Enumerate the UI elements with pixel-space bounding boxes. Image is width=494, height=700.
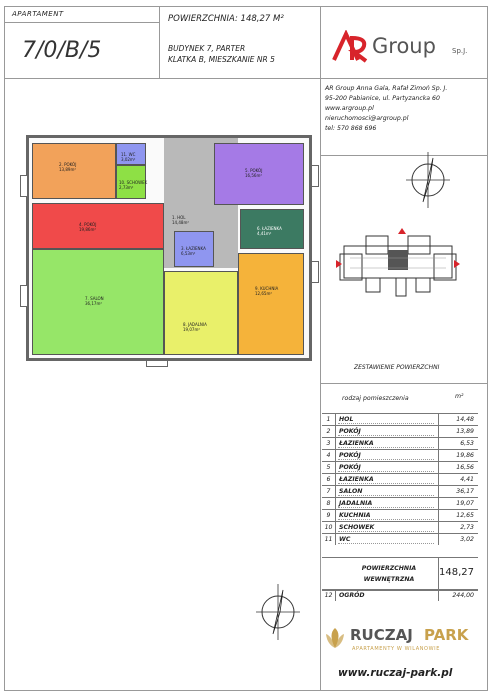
row-area: 13,89 (456, 428, 474, 435)
divider (4, 22, 159, 23)
table-row (322, 497, 478, 509)
row-number: 4 (326, 452, 331, 459)
window-marker (146, 361, 168, 367)
row-dotted-line (338, 471, 434, 472)
contact-address: 95-200 Pabianice, ul. Partyzancka 60 (325, 95, 440, 102)
divider (438, 498, 439, 509)
room-pokoj-2 (32, 143, 116, 199)
row-area: 19,07 (456, 500, 474, 507)
divider (4, 78, 488, 79)
row-number: 1 (326, 416, 331, 423)
total-label (344, 563, 434, 585)
brand-tagline: APARTAMENTY W WILANOWIE (352, 646, 440, 652)
room-label: 3. ŁAZIENKA 6,53m² (181, 246, 206, 256)
row-name: JADALNIA (339, 500, 373, 507)
divider (335, 486, 336, 497)
row-area: 3,02 (460, 536, 474, 543)
divider (159, 6, 160, 78)
room-schowek (116, 165, 146, 199)
table-row (322, 473, 478, 485)
window-marker (312, 261, 319, 283)
room-label: 8. JADALNIA 19,07m² (183, 322, 207, 332)
total-label-line1: POWIERZCHNIA (361, 565, 417, 572)
room-lazienka-6 (240, 209, 304, 249)
table-row (322, 461, 478, 473)
row-dotted-line (338, 519, 434, 520)
logo-group-text: Group (372, 34, 436, 58)
compass-icon (404, 150, 452, 210)
table-total-row (322, 557, 478, 591)
divider (335, 590, 336, 601)
row-number: 5 (326, 464, 331, 471)
window-marker (312, 165, 319, 187)
total-label-line2: WEWNĘTRZNA (363, 576, 415, 583)
row-area: 19,86 (456, 452, 474, 459)
window-marker (20, 285, 27, 307)
row-number: 2 (326, 428, 331, 435)
room-label: 10. SCHOWEK 2,73m² (119, 180, 148, 190)
room-kuchnia (238, 253, 304, 355)
divider (438, 522, 439, 533)
room-label-hol: 1. HOL 14,48m² (172, 215, 189, 225)
row-name: POKÓJ (339, 452, 361, 459)
row-dotted-line (338, 483, 434, 484)
table-row (322, 533, 478, 545)
row-name: ŁAZIENKA (339, 440, 374, 447)
logo-suffix: Sp.J. (452, 47, 468, 55)
row-dotted-line (338, 543, 434, 544)
contact-email[interactable]: nieruchomosci@argroup.pl (325, 115, 409, 122)
leaf-icon (324, 626, 346, 650)
stair-label: KLATKA B, MIESZKANIE NR 5 (168, 55, 275, 64)
table-row-garden (322, 589, 478, 601)
row-number: 11 (324, 536, 333, 543)
floor-plan (26, 135, 322, 367)
row-area: 6,53 (460, 440, 474, 447)
row-dotted-line (338, 495, 434, 496)
window-marker (20, 175, 27, 197)
row-name: SALON (339, 488, 363, 495)
apartment-label: APARTAMENT (12, 10, 64, 18)
divider (438, 534, 439, 545)
area-title: POWIERZCHNIA: 148,27 M² (168, 14, 284, 24)
row-name: OGRÓD (339, 592, 365, 599)
total-value: 148,27 (439, 567, 474, 578)
room-label: 5. POKÓJ 16,56m² (245, 168, 263, 178)
row-name: POKÓJ (339, 464, 361, 471)
key-plan-caption: ZESTAWIENIE POWIERZCHNI (354, 364, 440, 371)
brand-website[interactable]: www.ruczaj-park.pl (338, 667, 453, 679)
contact-company: AR Group Anna Gala, Rafał Zimoń Sp. J. (325, 85, 448, 92)
apartment-code: 7/0/B/5 (22, 38, 102, 63)
room-pokoj-4 (32, 203, 164, 249)
contact-block (325, 84, 447, 134)
row-name: SCHOWEK (339, 524, 375, 531)
row-dotted-line (338, 435, 434, 436)
row-area: 244,00 (452, 592, 474, 599)
divider (335, 414, 336, 425)
row-dotted-line (338, 531, 434, 532)
contact-phone: tel: 570 868 696 (325, 125, 377, 132)
row-area: 4,41 (460, 476, 474, 483)
divider (335, 510, 336, 521)
table-row (322, 449, 478, 461)
row-area: 2,73 (460, 524, 474, 531)
row-number: 6 (326, 476, 331, 483)
room-label: 11. WC 3,02m² (121, 152, 136, 162)
row-dotted-line (338, 459, 434, 460)
divider (335, 522, 336, 533)
logo-mark-icon (330, 30, 370, 64)
compass-icon (254, 582, 302, 642)
table-header (322, 389, 478, 407)
row-dotted-line (338, 507, 434, 508)
table-header-unit: m² (455, 393, 464, 400)
row-dotted-line (338, 423, 434, 424)
building-label: BUDYNEK 7, PARTER (168, 44, 246, 53)
row-area: 16,56 (456, 464, 474, 471)
row-area: 12,65 (456, 512, 474, 519)
row-number: 9 (326, 512, 331, 519)
row-dotted-line (338, 447, 434, 448)
table-row (322, 509, 478, 521)
ar-group-logo (330, 30, 480, 66)
divider (335, 474, 336, 485)
divider (438, 426, 439, 437)
row-name: ŁAZIENKA (339, 476, 374, 483)
room-salon (32, 249, 164, 355)
room-wc (116, 143, 146, 165)
divider (335, 438, 336, 449)
room-lazienka-3 (174, 231, 214, 267)
divider (335, 534, 336, 545)
brand-name-1: RUCZAJ (350, 626, 413, 644)
divider (335, 450, 336, 461)
divider (335, 426, 336, 437)
room-label: 6. ŁAZIENKA 4,41m² (257, 226, 282, 236)
divider (438, 474, 439, 485)
row-name: WC (339, 536, 351, 543)
divider (438, 510, 439, 521)
divider (438, 438, 439, 449)
table-row (322, 485, 478, 497)
table-row (322, 413, 478, 425)
row-name: HOL (339, 416, 354, 423)
room-jadalnia (164, 271, 238, 355)
brand-name-2: PARK (424, 626, 469, 644)
row-name: POKÓJ (339, 428, 361, 435)
ruczaj-park-logo (324, 624, 484, 660)
room-label: 2. POKÓJ 13,89m² (59, 162, 77, 172)
divider (438, 450, 439, 461)
divider (438, 590, 439, 601)
row-number: 8 (326, 500, 331, 507)
contact-website[interactable]: www.argroup.pl (325, 105, 374, 112)
table-header-name: rodzaj pomieszczenia (342, 395, 409, 402)
divider (438, 486, 439, 497)
room-label: 9. KUCHNIA 12,65m² (255, 286, 279, 296)
divider (335, 498, 336, 509)
row-number: 12 (324, 592, 333, 599)
row-number: 10 (324, 524, 333, 531)
table-row (322, 425, 478, 437)
row-area: 14,48 (456, 416, 474, 423)
divider (320, 383, 488, 384)
row-area: 36,17 (456, 488, 474, 495)
room-label: 7. SALON 36,17m² (85, 296, 104, 306)
divider (438, 414, 439, 425)
divider (335, 462, 336, 473)
room-pokoj-5 (214, 143, 304, 205)
row-number: 3 (326, 440, 331, 447)
row-number: 7 (326, 488, 331, 495)
divider (438, 462, 439, 473)
table-row (322, 521, 478, 533)
row-name: KUCHNIA (339, 512, 371, 519)
divider (320, 6, 321, 78)
table-row (322, 437, 478, 449)
room-label: 4. POKÓJ 19,86m² (79, 222, 97, 232)
key-plan-icon (336, 228, 460, 306)
